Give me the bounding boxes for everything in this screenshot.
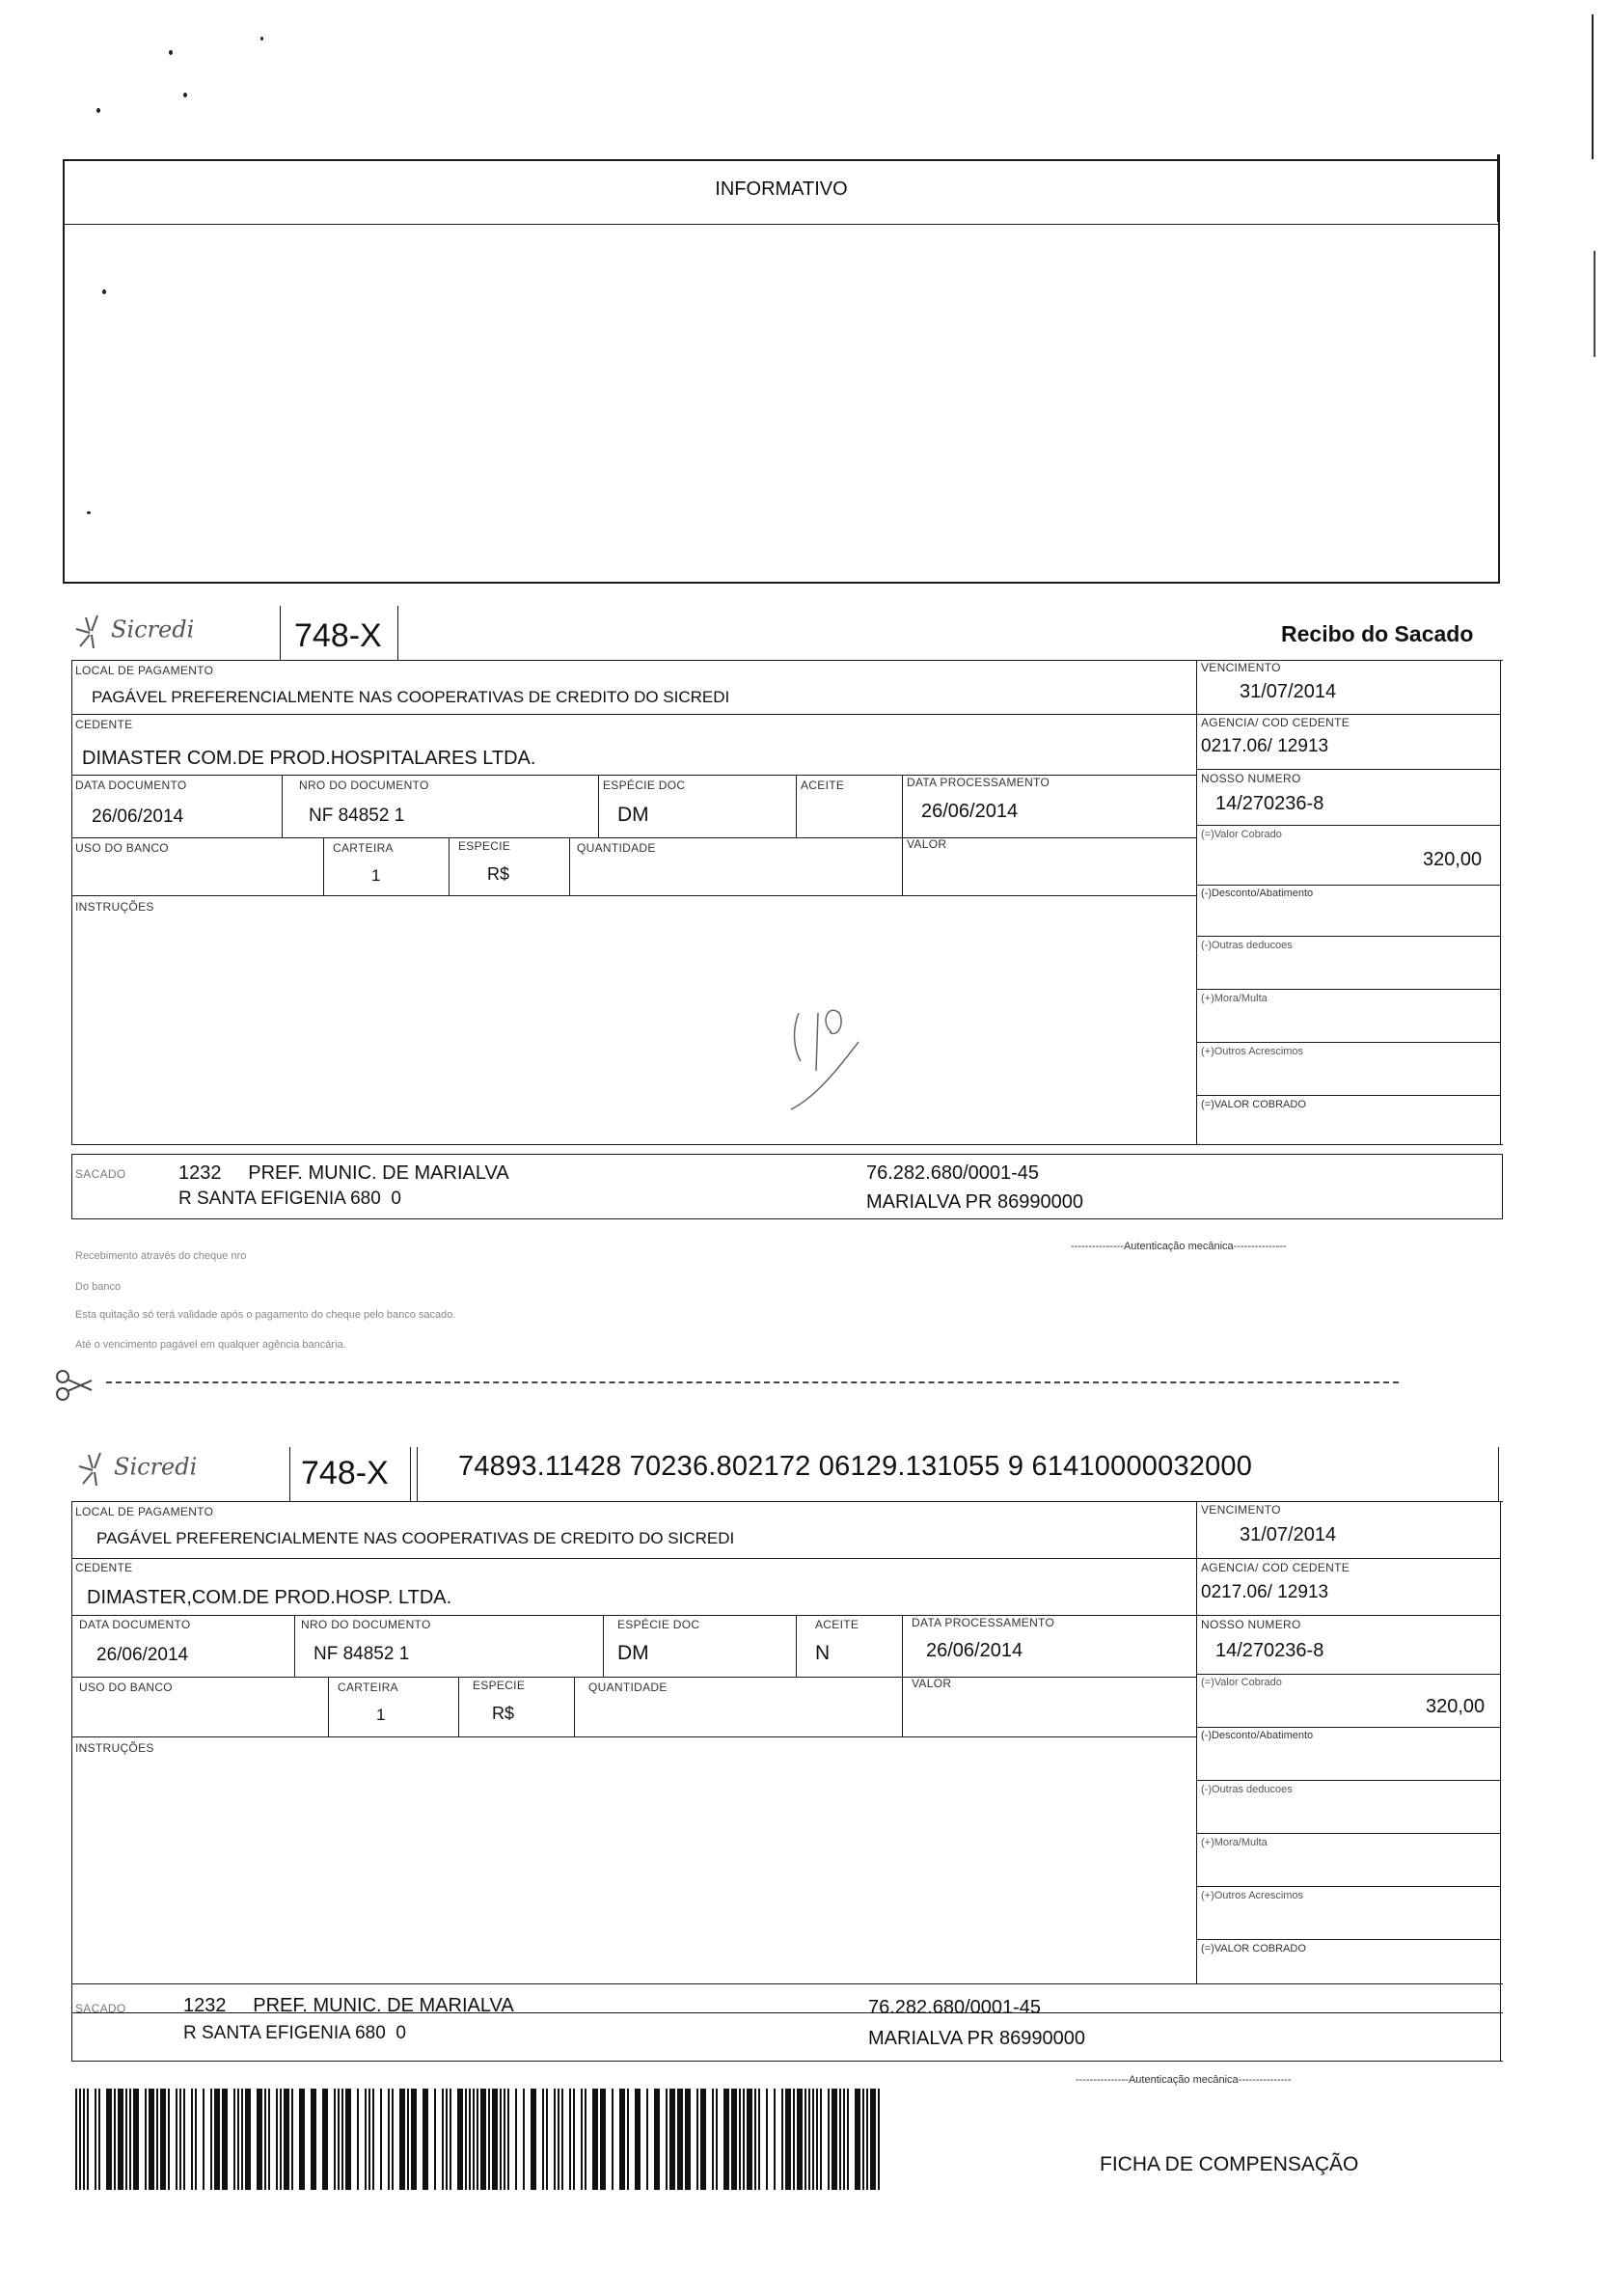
barcode-bar: [542, 2089, 544, 2190]
nro-documento-label: NRO DO DOCUMENTO: [299, 779, 429, 792]
quantidade-label: QUANTIDADE: [588, 1681, 668, 1694]
barcode-bar: [731, 2089, 737, 2190]
barcode-bar: [160, 2089, 166, 2190]
barcode-bar: [862, 2089, 864, 2190]
nosso-numero: 14/270236-8: [1215, 1640, 1324, 1661]
aceite-label: ACEITE: [801, 779, 845, 792]
barcode-bar: [677, 2089, 683, 2190]
barcode-bar: [299, 2089, 305, 2190]
sicredi-logo-icon: [75, 1447, 197, 1490]
especie-label: ESPECIE: [458, 839, 511, 853]
barcode-bar: [168, 2089, 170, 2190]
barcode-bar: [195, 2089, 197, 2190]
valor-cobrado: 320,00: [1423, 849, 1483, 870]
barcode-bar: [179, 2089, 181, 2190]
barcode-bar: [149, 2089, 154, 2190]
cedente-label: CEDENTE: [75, 1561, 133, 1574]
barcode-bar: [237, 2089, 239, 2190]
barcode-bar: [469, 2089, 471, 2190]
barcode-bar: [145, 2089, 147, 2190]
agencia-label: AGENCIA/ COD CEDENTE: [1201, 716, 1350, 729]
barcode-bar: [480, 2089, 486, 2190]
barcode-bar: [176, 2089, 177, 2190]
barcode-bar: [793, 2089, 795, 2190]
barcode-bar: [268, 2089, 270, 2190]
barcode-bar: [357, 2089, 359, 2190]
note-quitacao: Esta quitação só terá validade após o pagamento do cheque pelo banco sacado.: [75, 1309, 456, 1321]
local-pagamento-label: LOCAL DE PAGAMENTO: [75, 1505, 214, 1518]
barcode-bar: [233, 2089, 235, 2190]
barcode-bar: [716, 2089, 718, 2190]
sacado-label: SACADO: [75, 2002, 126, 2015]
barcode-bar: [156, 2089, 158, 2190]
barcode-bar: [380, 2089, 382, 2190]
cedente: DIMASTER COM.DE PROD.HOSPITALARES LTDA.: [82, 748, 536, 769]
barcode-bar: [368, 2089, 370, 2190]
nosso-numero: 14/270236-8: [1215, 793, 1324, 814]
barcode-bar: [870, 2089, 876, 2190]
barcode-bar: [372, 2089, 374, 2190]
barcode-bar: [457, 2089, 463, 2190]
barcode-bar: [635, 2089, 641, 2190]
vencimento-label: VENCIMENTO: [1201, 661, 1281, 674]
barcode-bar: [125, 2089, 127, 2190]
barcode-bar: [627, 2089, 629, 2190]
barcode-bar: [696, 2089, 698, 2190]
barcode-bar: [700, 2089, 706, 2190]
nro-documento: NF 84852 1: [314, 1644, 410, 1664]
barcode-bar: [739, 2089, 741, 2190]
barcode-bar: [855, 2089, 860, 2190]
barcode-bar: [106, 2089, 112, 2190]
barcode-bar: [95, 2089, 96, 2190]
autenticacao: ---------------Autenticação mecânica---------------: [1071, 1241, 1287, 1252]
barcode-bar: [257, 2089, 262, 2190]
uso-banco-label: USO DO BANCO: [75, 841, 169, 855]
instrucoes-label: INSTRUÇÕES: [75, 900, 154, 914]
cedente: DIMASTER,COM.DE PROD.HOSP. LTDA.: [87, 1587, 452, 1608]
barcode-bar: [264, 2089, 266, 2190]
bank-code: 748-X: [301, 1455, 389, 1491]
especie-doc: DM: [617, 1642, 649, 1664]
barcode-bar: [118, 2089, 123, 2190]
data-documento: 26/06/2014: [96, 1645, 189, 1665]
nro-documento: NF 84852 1: [309, 806, 405, 826]
linha-digitavel: 74893.11428 70236.802172 06129.131055 9 61410000032000: [458, 1451, 1253, 1482]
data-processamento-label: DATA PROCESSAMENTO: [912, 1616, 1055, 1629]
barcode-bar: [546, 2089, 548, 2190]
desconto-label: (-)Desconto/Abatimento: [1201, 888, 1314, 899]
sicredi-logo-icon: [72, 610, 194, 652]
barcode-bar: [477, 2089, 478, 2190]
valor-cobrado-total-label: (=)VALOR COBRADO: [1201, 1099, 1306, 1110]
vencimento: 31/07/2014: [1240, 681, 1337, 702]
data-documento-label: DATA DOCUMENTO: [79, 1618, 191, 1631]
barcode-bar: [210, 2089, 212, 2190]
vencimento: 31/07/2014: [1240, 1524, 1337, 1545]
note-cheque: Recebimento através do cheque nro: [75, 1250, 247, 1262]
barcode-bar: [388, 2089, 390, 2190]
sacado-line2: R SANTA EFIGENIA 680 0: [178, 1189, 401, 1209]
carteira-label: CARTEIRA: [333, 841, 394, 855]
barcode-bar: [839, 2089, 841, 2190]
nosso-numero-label: NOSSO NUMERO: [1201, 1618, 1301, 1631]
barcode-bar: [183, 2089, 185, 2190]
barcode-bar: [828, 2089, 830, 2190]
uso-banco-label: USO DO BANCO: [79, 1681, 173, 1694]
agencia: 0217.06/ 12913: [1201, 736, 1329, 756]
handwritten-mark: [772, 974, 897, 1119]
barcode-bar: [808, 2089, 810, 2190]
barcode-bar: [191, 2089, 193, 2190]
barcode-bar: [222, 2089, 228, 2190]
barcode-bar: [129, 2089, 131, 2190]
barcode-bar: [758, 2089, 760, 2190]
carteira: 1: [371, 866, 381, 885]
barcode-bar: [500, 2089, 502, 2190]
barcode-bar: [276, 2089, 278, 2190]
carteira-label: CARTEIRA: [338, 1681, 398, 1694]
barcode-bar: [785, 2089, 791, 2190]
scissors-icon: [53, 1365, 96, 1404]
sacado-cnpj: 76.282.680/0001-45: [868, 1997, 1042, 2018]
barcode-bar: [600, 2089, 606, 2190]
barcode-bar: [685, 2089, 691, 2190]
barcode-bar: [446, 2089, 448, 2190]
barcode-bar: [75, 2089, 77, 2190]
nosso-numero-label: NOSSO NUMERO: [1201, 772, 1301, 785]
barcode-bar: [492, 2089, 498, 2190]
data-documento: 26/06/2014: [92, 806, 184, 827]
valor-cobrado: 320,00: [1426, 1696, 1486, 1717]
barcode-bar: [561, 2089, 563, 2190]
sacado-city: MARIALVA PR 86990000: [866, 1191, 1083, 1213]
barcode-bar: [666, 2089, 668, 2190]
outros-acrescimos-label: (+)Outros Acrescimos: [1201, 1046, 1304, 1057]
data-processamento: 26/06/2014: [926, 1640, 1023, 1661]
barcode-bar: [592, 2089, 598, 2190]
barcode-bar: [214, 2089, 220, 2190]
barcode-bar: [291, 2089, 293, 2190]
barcode-bar: [392, 2089, 394, 2190]
barcode-bar: [515, 2089, 517, 2190]
agencia: 0217.06/ 12913: [1201, 1582, 1329, 1602]
local-pagamento: PAGÁVEL PREFERENCIALMENTE NAS COOPERATIVAS DE CREDITO DO SICREDI: [96, 1529, 735, 1547]
barcode-bar: [83, 2089, 85, 2190]
outras-deducoes-label: (-)Outras deducoes: [1201, 940, 1293, 951]
especie: R$: [487, 864, 510, 884]
barcode-bar: [646, 2089, 648, 2190]
barcode-bar: [573, 2089, 575, 2190]
valor-cobrado-label: (=)Valor Cobrado: [1201, 829, 1282, 840]
sacado-cnpj: 76.282.680/0001-45: [866, 1162, 1040, 1184]
sacado-line2: R SANTA EFIGENIA 680 0: [183, 2023, 406, 2043]
barcode-bar: [79, 2089, 81, 2190]
note-banco: Do banco: [75, 1281, 122, 1293]
ficha-title: FICHA DE COMPENSAÇÃO: [1100, 2153, 1359, 2175]
barcode-bar: [820, 2089, 822, 2190]
barcode-bar: [334, 2089, 336, 2190]
barcode-bar: [747, 2089, 752, 2190]
data-processamento: 26/06/2014: [921, 801, 1019, 822]
sicredi-logo-text: Sicredi: [114, 1453, 198, 1481]
local-pagamento-label: LOCAL DE PAGAMENTO: [75, 664, 214, 677]
barcode-bar: [284, 2089, 289, 2190]
barcode-bar: [816, 2089, 818, 2190]
barcode-bar: [241, 2089, 243, 2190]
sacado-line1: 1232 PREF. MUNIC. DE MARIALVA: [178, 1162, 509, 1184]
barcode-bar: [531, 2089, 536, 2190]
instrucoes-label: INSTRUÇÕES: [75, 1741, 154, 1755]
aceite: N: [815, 1642, 831, 1664]
desconto-label: (-)Desconto/Abatimento: [1201, 1730, 1314, 1741]
cut-line: [106, 1381, 1399, 1383]
barcode-bar: [866, 2089, 868, 2190]
barcode-bar: [87, 2089, 89, 2190]
mora-label: (+)Mora/Multa: [1201, 1837, 1268, 1848]
receipt-title: Recibo do Sacado: [1281, 621, 1474, 646]
barcode-bar: [341, 2089, 343, 2190]
aceite-label: ACEITE: [815, 1618, 859, 1631]
barcode-bar: [619, 2089, 625, 2190]
barcode: [75, 2089, 895, 2190]
barcode-bar: [245, 2089, 251, 2190]
note-vencimento: Até o vencimento pagável em qualquer agência bancária.: [75, 1339, 346, 1351]
barcode-bar: [712, 2089, 714, 2190]
barcode-bar: [322, 2089, 328, 2190]
barcode-bar: [554, 2089, 556, 2190]
barcode-bar: [423, 2089, 428, 2190]
barcode-bar: [473, 2089, 475, 2190]
valor-cobrado-total-label: (=)VALOR COBRADO: [1201, 1943, 1306, 1954]
barcode-bar: [878, 2089, 880, 2190]
cedente-label: CEDENTE: [75, 718, 133, 731]
barcode-bar: [442, 2089, 444, 2190]
barcode-bar: [411, 2089, 417, 2190]
barcode-bar: [311, 2089, 316, 2190]
autenticacao: ---------------Autenticação mecânica---------------: [1076, 2074, 1292, 2086]
mora-label: (+)Mora/Multa: [1201, 993, 1268, 1004]
barcode-bar: [465, 2089, 467, 2190]
sacado-city: MARIALVA PR 86990000: [868, 2028, 1085, 2049]
barcode-bar: [723, 2089, 729, 2190]
outras-deducoes-label: (-)Outras deducoes: [1201, 1784, 1293, 1795]
barcode-bar: [558, 2089, 559, 2190]
barcode-bar: [804, 2089, 806, 2190]
barcode-bar: [280, 2089, 282, 2190]
barcode-bar: [832, 2089, 837, 2190]
especie-label: ESPECIE: [473, 1679, 526, 1692]
barcode-bar: [488, 2089, 490, 2190]
bank-code: 748-X: [294, 617, 382, 654]
barcode-bar: [114, 2089, 116, 2190]
barcode-bar: [399, 2089, 405, 2190]
barcode-bar: [338, 2089, 340, 2190]
agencia-label: AGENCIA/ COD CEDENTE: [1201, 1561, 1350, 1574]
especie: R$: [492, 1704, 515, 1723]
data-processamento-label: DATA PROCESSAMENTO: [907, 776, 1050, 789]
barcode-bar: [654, 2089, 660, 2190]
barcode-bar: [766, 2089, 768, 2190]
barcode-bar: [585, 2089, 586, 2190]
valor-cobrado-label: (=)Valor Cobrado: [1201, 1677, 1282, 1688]
valor-label: VALOR: [912, 1677, 952, 1690]
barcode-bar: [669, 2089, 675, 2190]
carteira: 1: [376, 1706, 386, 1724]
local-pagamento: PAGÁVEL PREFERENCIALMENTE NAS COOPERATIVAS DE CREDITO DO SICREDI: [92, 688, 730, 706]
sicredi-logo-text: Sicredi: [111, 615, 195, 643]
barcode-bar: [569, 2089, 571, 2190]
barcode-bar: [133, 2089, 139, 2190]
barcode-bar: [812, 2089, 814, 2190]
barcode-bar: [507, 2089, 509, 2190]
barcode-bar: [504, 2089, 505, 2190]
vencimento-label: VENCIMENTO: [1201, 1503, 1281, 1517]
nro-documento-label: NRO DO DOCUMENTO: [301, 1618, 431, 1631]
barcode-bar: [612, 2089, 614, 2190]
barcode-bar: [203, 2089, 205, 2190]
barcode-bar: [98, 2089, 100, 2190]
sacado-line1: 1232 PREF. MUNIC. DE MARIALVA: [183, 1995, 514, 2016]
sacado-label: SACADO: [75, 1167, 126, 1181]
informativo-title: INFORMATIVO: [715, 178, 848, 200]
barcode-bar: [407, 2089, 409, 2190]
barcode-bar: [797, 2089, 803, 2190]
barcode-bar: [523, 2089, 525, 2190]
especie-doc: DM: [617, 804, 649, 826]
barcode-bar: [743, 2089, 745, 2190]
barcode-bar: [847, 2089, 849, 2190]
barcode-bar: [774, 2089, 776, 2190]
barcode-bar: [450, 2089, 451, 2190]
informativo-box: [63, 159, 1500, 584]
data-documento-label: DATA DOCUMENTO: [75, 779, 187, 792]
barcode-bar: [365, 2089, 367, 2190]
barcode-bar: [581, 2089, 583, 2190]
barcode-bar: [434, 2089, 436, 2190]
especie-doc-label: ESPÉCIE DOC: [603, 779, 686, 792]
quantidade-label: QUANTIDADE: [577, 841, 656, 855]
especie-doc-label: ESPÉCIE DOC: [617, 1618, 700, 1631]
barcode-bar: [781, 2089, 783, 2190]
outros-acrescimos-label: (+)Outros Acrescimos: [1201, 1890, 1304, 1901]
barcode-bar: [754, 2089, 756, 2190]
valor-label: VALOR: [907, 837, 947, 851]
barcode-bar: [843, 2089, 845, 2190]
barcode-bar: [345, 2089, 351, 2190]
